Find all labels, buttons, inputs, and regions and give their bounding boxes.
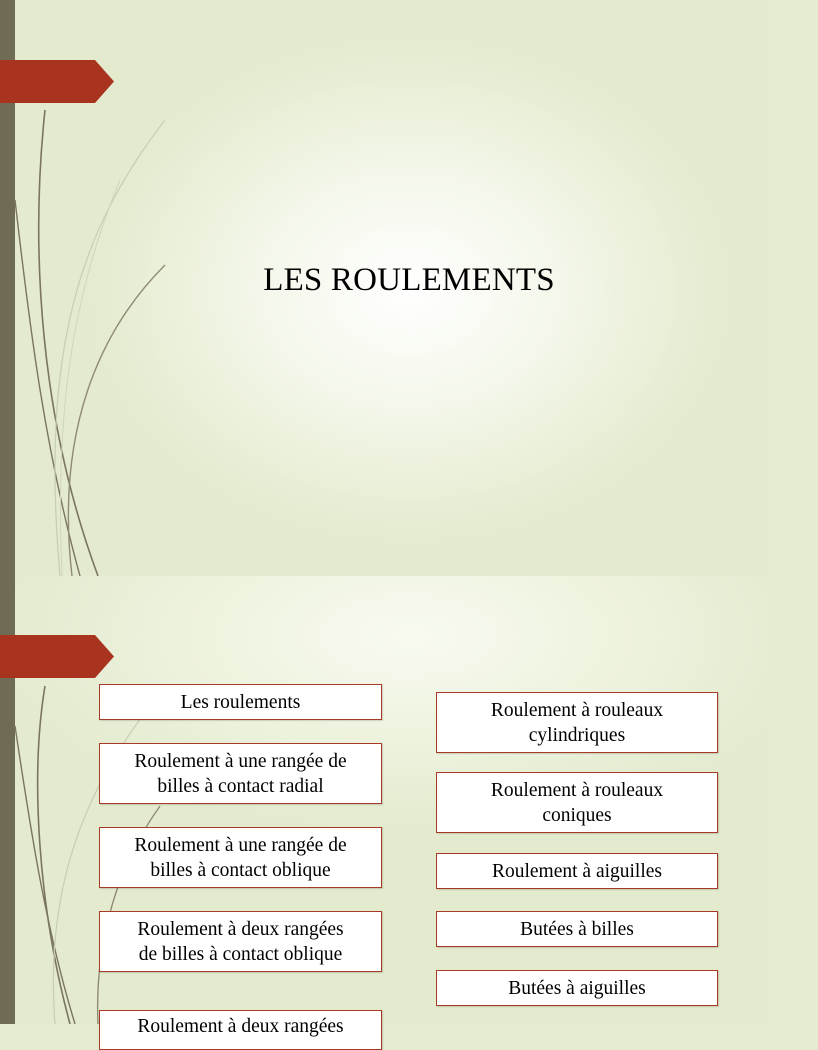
box-roulement-billes-contact-oblique	[99, 827, 382, 888]
box-label: Roulement à une rangée de billes à contact oblique	[134, 834, 347, 881]
box-butees-aiguilles	[436, 970, 718, 1006]
box-label: Roulement à deux rangées de billes à contact oblique	[137, 918, 344, 965]
content-slide	[0, 576, 768, 1037]
box-roulement-deux-rangees-oblique	[99, 911, 382, 972]
box-butees-billes	[436, 911, 718, 947]
box-label: Roulement à rouleaux cylindriques	[490, 699, 664, 746]
slide-title: LES ROULEMENTS	[263, 262, 555, 298]
box-label: Les roulements	[180, 691, 301, 713]
box-label: Roulement à rouleaux coniques	[490, 779, 664, 826]
box-label: Butées à billes	[520, 918, 634, 940]
box-roulement-rouleaux-cylindriques	[436, 692, 718, 753]
box-label: Roulement à une rangée de billes à contact radial	[134, 750, 347, 797]
box-roulement-rouleaux-coniques	[436, 772, 718, 833]
red-arrow-banner	[0, 60, 114, 103]
red-arrow-banner	[0, 635, 114, 678]
box-roulement-billes-contact-radial	[99, 743, 382, 804]
box-roulement-deux-rangees-partial	[99, 1010, 382, 1050]
box-les-roulements	[99, 684, 382, 720]
box-label: Roulement à aiguilles	[491, 860, 663, 882]
box-roulement-aiguilles	[436, 853, 718, 889]
box-label: Roulement à deux rangées	[137, 1016, 344, 1037]
box-label: Butées à aiguilles	[508, 977, 646, 999]
